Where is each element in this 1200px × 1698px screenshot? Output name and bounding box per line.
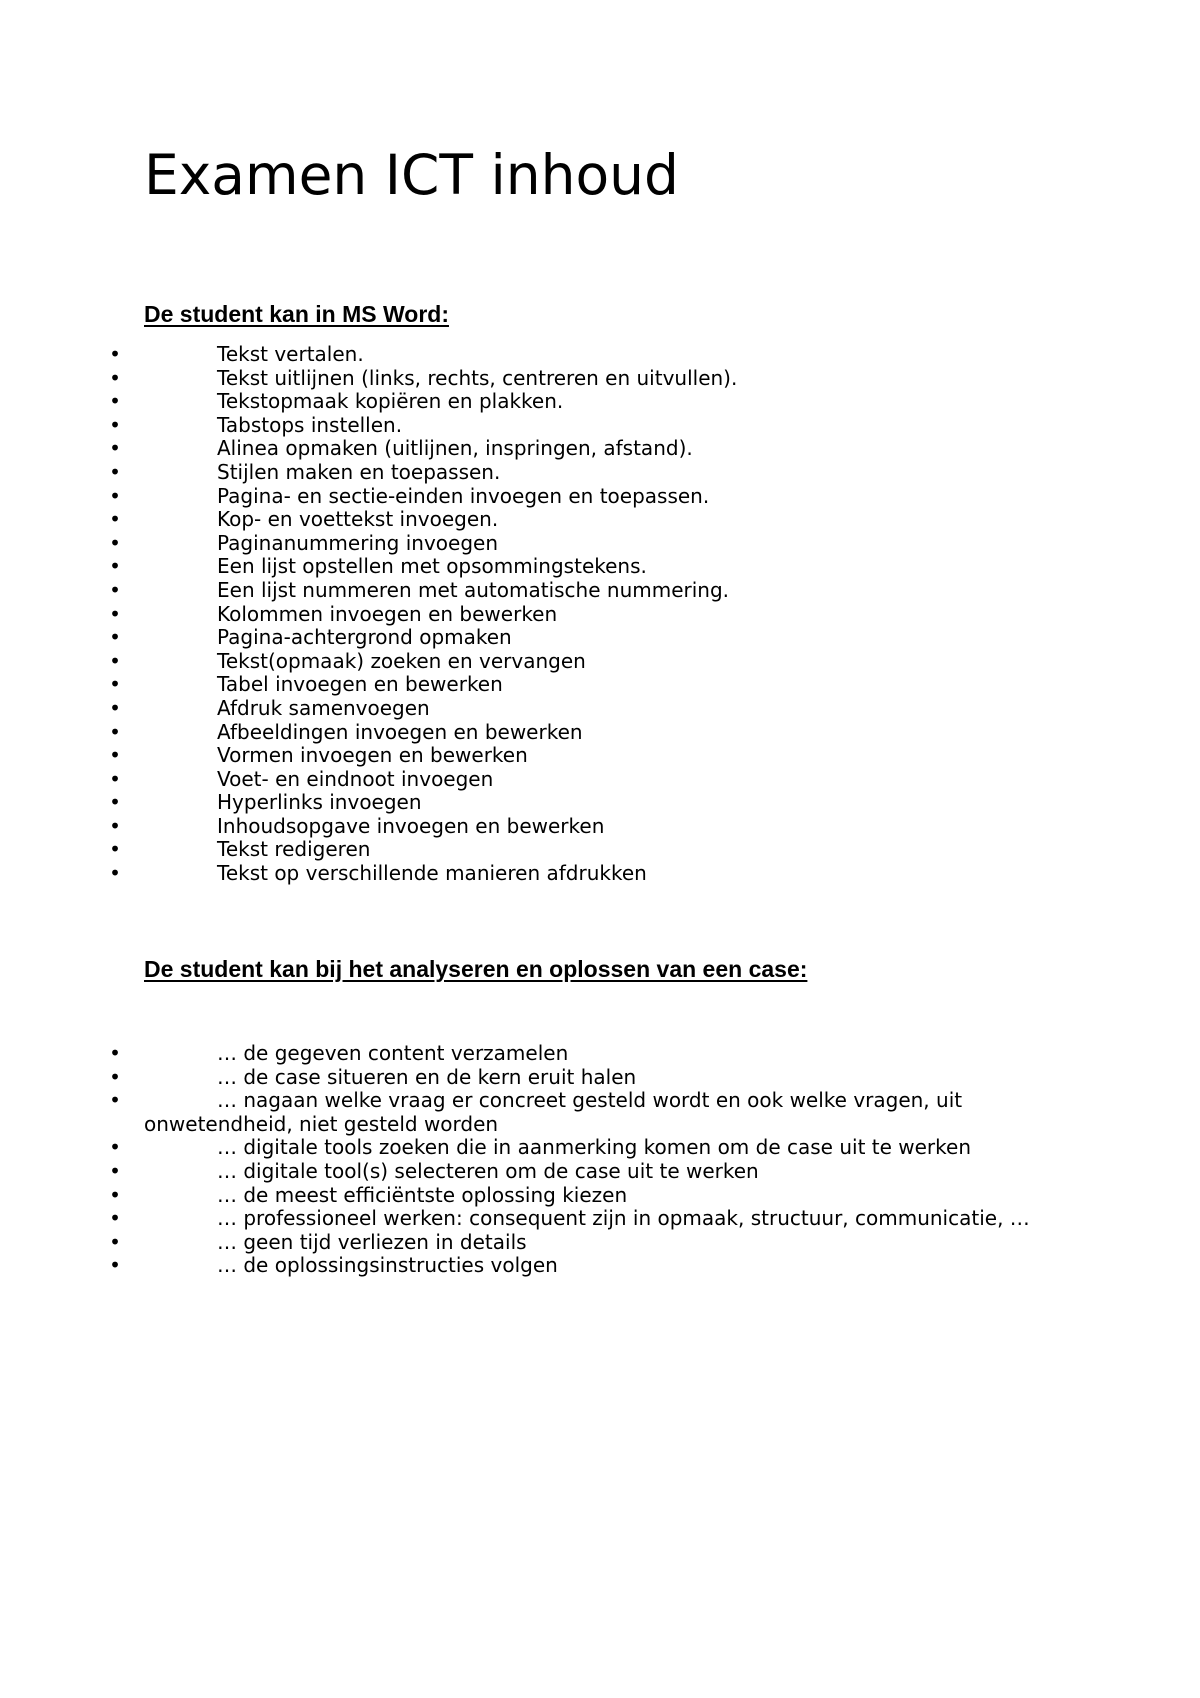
case-analysis-skills-list bbox=[0, 1042, 1120, 1278]
list-item bbox=[0, 697, 1120, 721]
bullet-icon: • bbox=[109, 1088, 121, 1113]
bullet-icon: • bbox=[109, 436, 121, 461]
section-heading-ms-word: De student kan in MS Word: bbox=[144, 301, 449, 327]
list-item-text: Tekst redigeren bbox=[217, 837, 371, 862]
list-item bbox=[0, 862, 1120, 886]
list-item-text: … de oplossingsinstructies volgen bbox=[217, 1253, 558, 1278]
bullet-icon: • bbox=[109, 837, 121, 862]
list-item-text: Pagina-achtergrond opmaken bbox=[217, 625, 512, 650]
list-item-text: Kolommen invoegen en bewerken bbox=[217, 601, 558, 626]
list-item bbox=[0, 1136, 1120, 1160]
list-item-text: … geen tijd verliezen in details bbox=[217, 1229, 527, 1254]
list-item bbox=[0, 650, 1120, 674]
section-heading-case-analysis: De student kan bij het analyseren en oplossen van een case: bbox=[144, 956, 808, 982]
list-item bbox=[0, 603, 1120, 627]
bullet-icon: • bbox=[109, 1158, 121, 1183]
list-item bbox=[0, 461, 1120, 485]
list-item-text: Afbeeldingen invoegen en bewerken bbox=[217, 719, 583, 744]
bullet-icon: • bbox=[109, 766, 121, 791]
bullet-icon: • bbox=[109, 554, 121, 579]
list-item bbox=[0, 343, 1120, 367]
list-item bbox=[0, 1042, 1120, 1066]
list-item bbox=[0, 532, 1120, 556]
list-item-text: … de gegeven content verzamelen bbox=[217, 1041, 569, 1065]
bullet-icon: • bbox=[109, 1041, 121, 1065]
list-item-text: Pagina- en sectie-einden invoegen en toepassen. bbox=[217, 483, 710, 508]
list-item bbox=[0, 626, 1120, 650]
list-item-text: Tabel invoegen en bewerken bbox=[217, 672, 503, 697]
list-item-text: … digitale tools zoeken die in aanmerking komen om de case uit te werken bbox=[217, 1135, 972, 1160]
list-item bbox=[0, 744, 1120, 768]
list-item-text: Afdruk samenvoegen bbox=[217, 695, 430, 720]
list-item bbox=[0, 390, 1120, 414]
list-item-text: … nagaan welke vraag er concreet gesteld wordt en ook welke vragen, uit onwetendheid, niet gesteld worden bbox=[144, 1088, 963, 1136]
bullet-icon: • bbox=[109, 507, 121, 532]
bullet-icon: • bbox=[109, 861, 121, 886]
bullet-icon: • bbox=[109, 1064, 121, 1089]
bullet-icon: • bbox=[109, 719, 121, 744]
list-item-text: Tekstopmaak kopiëren en plakken. bbox=[217, 389, 564, 414]
list-item-text: Voet- en eindnoot invoegen bbox=[217, 766, 494, 791]
bullet-icon: • bbox=[109, 625, 121, 650]
bullet-icon: • bbox=[109, 1206, 121, 1231]
list-item bbox=[0, 791, 1120, 815]
list-item-text: Tekst uitlijnen (links, rechts, centreren en uitvullen). bbox=[217, 365, 738, 390]
list-item-text: Alinea opmaken (uitlijnen, inspringen, afstand). bbox=[217, 436, 693, 461]
bullet-icon: • bbox=[109, 459, 121, 484]
list-item-text: Tekst(opmaak) zoeken en vervangen bbox=[217, 648, 586, 673]
list-item bbox=[0, 508, 1120, 532]
bullet-icon: • bbox=[109, 1135, 121, 1160]
list-item-text: Tabstops instellen. bbox=[217, 412, 403, 437]
bullet-icon: • bbox=[109, 483, 121, 508]
list-item bbox=[0, 437, 1120, 461]
list-item bbox=[0, 1184, 1120, 1208]
list-item bbox=[0, 1254, 1120, 1278]
bullet-icon: • bbox=[109, 790, 121, 815]
ms-word-skills-list bbox=[0, 343, 1120, 886]
list-item-text: Kop- en voettekst invoegen. bbox=[217, 507, 499, 532]
list-item-text: … de meest efficiëntste oplossing kiezen bbox=[217, 1182, 628, 1207]
list-item bbox=[0, 1231, 1120, 1255]
list-item-text: Tekst op verschillende manieren afdrukken bbox=[217, 861, 647, 886]
list-item bbox=[0, 414, 1120, 438]
document-title: Examen ICT inhoud bbox=[144, 143, 679, 207]
list-item-text: … professioneel werken: consequent zijn in opmaak, structuur, communicatie, … bbox=[217, 1206, 1030, 1231]
list-item-text: Een lijst opstellen met opsommingstekens. bbox=[217, 554, 647, 579]
list-item-text: … digitale tool(s) selecteren om de case uit te werken bbox=[217, 1158, 759, 1183]
list-item-text: … de case situeren en de kern eruit halen bbox=[217, 1064, 637, 1089]
bullet-icon: • bbox=[109, 813, 121, 838]
list-item bbox=[0, 367, 1120, 391]
list-item bbox=[0, 1066, 1120, 1090]
list-item-text: Paginanummering invoegen bbox=[217, 530, 499, 555]
list-item bbox=[0, 721, 1120, 745]
list-item-text: Hyperlinks invoegen bbox=[217, 790, 422, 815]
list-item-text: Vormen invoegen en bewerken bbox=[217, 743, 528, 768]
list-item bbox=[0, 1207, 1120, 1231]
list-item bbox=[0, 1160, 1120, 1184]
bullet-icon: • bbox=[109, 577, 121, 602]
list-item bbox=[0, 815, 1120, 839]
list-item bbox=[0, 838, 1120, 862]
list-item-text: Een lijst nummeren met automatische nummering. bbox=[217, 577, 730, 602]
list-item-text: Tekst vertalen. bbox=[217, 342, 364, 366]
bullet-icon: • bbox=[109, 389, 121, 414]
list-item bbox=[0, 1089, 974, 1136]
bullet-icon: • bbox=[109, 365, 121, 390]
bullet-icon: • bbox=[109, 672, 121, 697]
list-item bbox=[0, 579, 1120, 603]
bullet-icon: • bbox=[109, 1182, 121, 1207]
bullet-icon: • bbox=[109, 412, 121, 437]
bullet-icon: • bbox=[109, 743, 121, 768]
bullet-icon: • bbox=[109, 601, 121, 626]
list-item bbox=[0, 673, 1120, 697]
list-item bbox=[0, 485, 1120, 509]
bullet-icon: • bbox=[109, 530, 121, 555]
bullet-icon: • bbox=[109, 342, 121, 366]
list-item-text: Inhoudsopgave invoegen en bewerken bbox=[217, 813, 605, 838]
list-item bbox=[0, 768, 1120, 792]
bullet-icon: • bbox=[109, 695, 121, 720]
list-item bbox=[0, 555, 1120, 579]
bullet-icon: • bbox=[109, 648, 121, 673]
list-item-text: Stijlen maken en toepassen. bbox=[217, 459, 501, 484]
bullet-icon: • bbox=[109, 1253, 121, 1278]
bullet-icon: • bbox=[109, 1229, 121, 1254]
